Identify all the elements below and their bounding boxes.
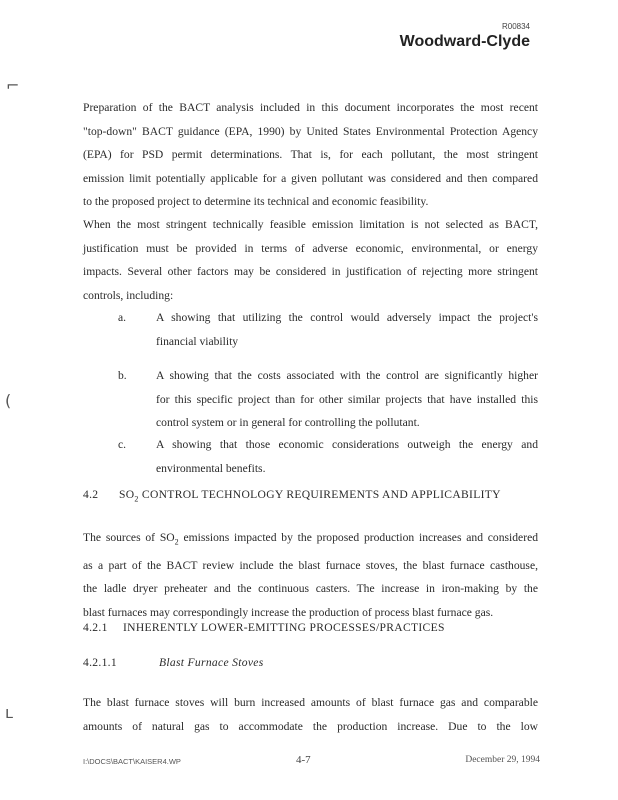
text-line: blast furnaces may correspondingly increase the production of process blast furnace gas.	[83, 605, 494, 619]
footer-file-path: I:\DOCS\BACT\KAISER4.WP	[83, 757, 181, 766]
text-line: control system or in general for controlling the pollutant.	[156, 416, 420, 429]
subsubsection-number: 4.2.1.1	[83, 656, 117, 669]
text-line: to the proposed project to determine its technical and economic feasibility.	[83, 195, 429, 208]
list-label: b.	[118, 369, 127, 382]
text-line: as a part of the BACT review include the blast furnace stoves, the blast furnace casthouse,	[83, 558, 538, 572]
binder-hole-mark-middle: (	[5, 391, 12, 410]
text-line: When the most stringent technically feasible emission limitation is not selected as BACT,	[83, 218, 538, 231]
text-line: amounts of natural gas to accommodate the production increase. Due to the low	[83, 719, 538, 733]
paragraph-so2-sources	[83, 526, 538, 624]
text-line: (EPA) for PSD permit determinations. That is, for each pollutant, the most stringent	[83, 148, 538, 161]
text-line: environmental benefits.	[156, 461, 266, 475]
text-line	[83, 526, 538, 554]
text-line: financial viability	[156, 334, 239, 348]
list-item-b	[118, 364, 538, 435]
text-line: for this specific project than for other similar projects that have installed this	[156, 392, 538, 406]
section-title-pre: SO	[119, 488, 135, 501]
text-line: A showing that utilizing the control would adversely impact the project's	[156, 311, 538, 324]
text-line: "top-down" BACT guidance (EPA, 1990) by United States Environmental Protection Agency	[83, 124, 538, 138]
text-part: emissions impacted by the proposed production increases and considered	[178, 531, 539, 544]
subsubsection-title: Blast Furnace Stoves	[159, 656, 264, 669]
paragraph-justification	[83, 213, 538, 307]
text-part: The sources of SO	[83, 531, 175, 544]
paragraph-bact-guidance	[83, 96, 538, 214]
text-line: justification must be provided in terms of adverse economic, environmental, or energy	[83, 241, 538, 255]
list-label: a.	[118, 311, 127, 324]
subsubsection-heading	[83, 656, 264, 669]
company-name: Woodward-Clyde	[399, 33, 530, 50]
subsection-title: INHERENTLY LOWER-EMITTING PROCESSES/PRACTICES	[123, 621, 445, 634]
text-line: The blast furnace stoves will burn increased amounts of blast furnace gas and comparable	[83, 696, 538, 709]
text-line: controls, including:	[83, 288, 174, 302]
text-line: A showing that the costs associated with the control are significantly higher	[156, 369, 538, 382]
text-line: A showing that those economic considerations outweigh the energy and	[156, 438, 538, 451]
text-sub: 2	[174, 537, 179, 547]
footer-page-number: 4-7	[296, 754, 311, 766]
section-heading	[83, 488, 501, 503]
binder-hole-mark-top: ⌐	[6, 76, 20, 95]
subsection-heading	[83, 621, 445, 634]
document-id: R00834	[501, 22, 530, 31]
list-label: c.	[118, 438, 127, 451]
section-number: 4.2	[83, 488, 99, 501]
footer-date: December 29, 1994	[465, 755, 540, 765]
text-line: emission limit potentially applicable for a given pollutant was considered and then compared	[83, 171, 538, 185]
text-line: the ladle dryer preheater and the continuous casters. The increase in iron-making by the	[83, 582, 538, 596]
section-title-post: CONTROL TECHNOLOGY REQUIREMENTS AND APPLICABILITY	[138, 488, 501, 501]
section-title-sub: 2	[134, 494, 139, 504]
text-line: impacts. Several other factors may be considered in justification of rejecting more stringent	[83, 265, 538, 278]
paragraph-blast-furnace-stoves	[83, 691, 538, 738]
text-line: Preparation of the BACT analysis included in this document incorporates the most recent	[83, 101, 538, 114]
binder-hole-mark-bottom: ʟ	[5, 703, 14, 722]
list-item-c	[118, 433, 538, 480]
subsection-number: 4.2.1	[83, 621, 108, 634]
list-item-a	[118, 306, 538, 353]
